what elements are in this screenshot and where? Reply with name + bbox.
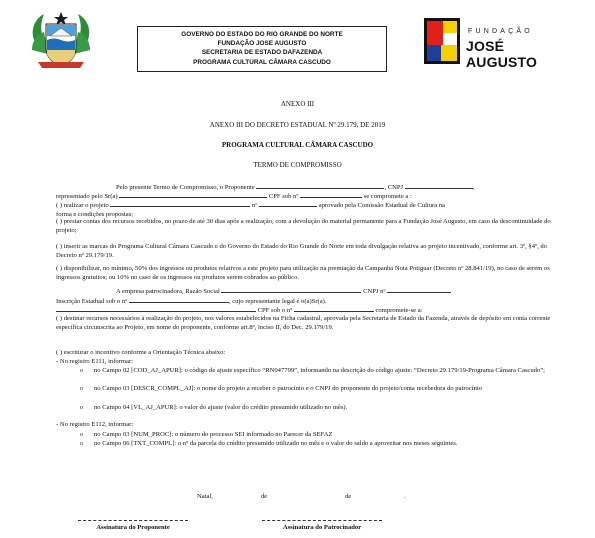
list-item xyxy=(80,385,549,394)
signature-label-patrocinador: Assinatura do Patrocinador xyxy=(282,524,362,531)
header-line-4: PROGRAMA CULTURAL CÂMARA CASCUDO xyxy=(193,58,331,66)
blank-projeto-numero[interactable] xyxy=(259,200,317,207)
text: no Campo 06 [TXT_COMPL]: o nº da parcela do crédito presumido utilizado no mês e o valor do saldo a aproveitar nos meses seguintes. xyxy=(94,440,458,447)
blank-representante-legal[interactable] xyxy=(56,305,256,312)
paragraph-inserir-marcas: ( ) inserir as marcas do Programa Cultural Câmara Cascudo e do Governo do Estado do Rio Grande do Norte em toda divulgação relativa ao projeto incentivado, conforme art. 3º, §4º, do Decreto nº 29.179/19. xyxy=(56,243,547,259)
text: CPF sob o nº xyxy=(257,307,293,314)
text: , xyxy=(472,184,475,191)
title-programa: PROGRAMA CULTURAL CÂMARA CASCUDO xyxy=(221,141,374,149)
text: Inscrição Estadual sob o nº xyxy=(56,298,128,305)
text: no Campo 03 [NUM_PROC]: o número do processo SEI informado no Parecer da SEFAZ xyxy=(94,431,333,438)
paragraph-realizar xyxy=(56,200,552,219)
text: de xyxy=(261,493,268,500)
bullet-icon: o xyxy=(80,441,83,447)
blank-cpf[interactable] xyxy=(300,191,362,198)
bullet-icon: o xyxy=(80,386,83,392)
text: A empresa patrocinadora, Razão Social xyxy=(116,288,220,295)
signature-label-proponente: Assinatura do Proponente xyxy=(96,524,170,531)
header-line-3: SECRETARIA DE ESTADO DAFAZENDA xyxy=(201,49,323,57)
paragraph-prestar-contas: ( ) prestar contas dos recursos recebidos, no prazo de até 30 dias após a realização, com a devolução do material permanente para a Fundação José Augusto, em caso da descontinuidade do projeto; xyxy=(56,218,551,234)
bullet-icon: o xyxy=(80,405,83,411)
list-item xyxy=(80,367,549,376)
text: no Campo 03 [DESCR_COMPL_AJ]: o nome do projeto a receber o patrocínio e o CNPJ do proponente do projeto/conta recebedora do patrocínio xyxy=(94,385,483,392)
registro-e111-heading: - No registro E111, informar: xyxy=(56,358,133,365)
header-line-1: GOVERNO DO ESTADO DO RIO GRANDE DO NORTE xyxy=(181,31,343,38)
paragraph-destinar: ( ) destinar recursos necessários à realização do projeto, nos valores estabelecidos na Ficha cadastral, aprovada pela Secretaria de Estado da Fazenda, através de depósito em conta corrente específica circunscrita ao Projeto, em nome do proponente, conforme art.8º, inciso II, do Dec. 29.179/19. xyxy=(56,315,551,331)
paragraph-escriturar: ( ) escriturar o incentivo conforme a Orientação Técnica abaixo: xyxy=(56,349,226,356)
title-termo: TERMO DE COMPROMISSO xyxy=(253,161,342,169)
title-decreto: ANEXO III DO DECRETO ESTADUAL Nº 29.179, DE 2019 xyxy=(209,121,386,129)
registro-e112-heading: - No registro E112, informar: xyxy=(56,421,134,428)
blank-projeto[interactable] xyxy=(110,200,250,207)
list-item xyxy=(80,431,549,440)
bullet-icon: o xyxy=(80,432,83,438)
blank-razao-social[interactable] xyxy=(221,286,361,293)
text: , cujo representante legal é o(a)Sr(a). xyxy=(228,298,327,305)
text: CNPJ nº xyxy=(363,288,386,295)
text: representado pelo Sr(a) xyxy=(56,193,118,200)
blank-cpf-representante[interactable] xyxy=(294,305,374,312)
text: de xyxy=(345,493,352,500)
text: ( ) realizar o projeto xyxy=(56,202,109,209)
paragraph-cpf-empresa xyxy=(56,305,552,316)
fundacao-logo-mark-icon xyxy=(424,18,460,64)
text: nº xyxy=(252,202,258,209)
text: no Campo 02 [COD_AJ_APUR]: o código de ajuste específico “RN047799”, informando na descrição do código ajuste: “Decreto 29.179/19-Programa Câmara Cascudo”; xyxy=(94,367,546,374)
header-line-2: FUNDAÇÃO JOSE AUGUSTO xyxy=(217,40,307,48)
text: , CNPJ xyxy=(384,184,404,191)
text: Natal, xyxy=(197,493,213,500)
fundacao-logo-big-text: JOSÉ AUGUSTO xyxy=(466,38,538,70)
text: forma e condições propostas; xyxy=(56,210,134,218)
list-item xyxy=(80,440,549,449)
signature-line-patrocinador[interactable] xyxy=(262,520,382,521)
blank-proponente[interactable] xyxy=(256,182,384,189)
text: . xyxy=(404,493,406,500)
text: CPF sob nº xyxy=(268,193,299,200)
fundacao-logo xyxy=(424,16,564,70)
text: no Campo 04 [VL_AJ_APUR]: o valor do ajuste (valor do crédito presumido utilizado no mês). xyxy=(94,404,348,411)
text: aprovado pela Comissão Estadual de Cultura na xyxy=(318,202,446,209)
blank-cnpj[interactable] xyxy=(405,182,473,189)
paragraph-empresa xyxy=(56,286,552,297)
text: compromete-se a: xyxy=(375,307,423,314)
text: Pelo presente Termo de Compromisso, o Proponente xyxy=(116,184,255,191)
state-coat-of-arms xyxy=(26,10,96,72)
paragraph-disponibilizar: ( ) disponibilizar, no mínimo, 50% dos ingressos ou produtos relativos a este projeto para utilização na premiação da Campanha Nota Potiguar (Decreto nº 28.841/19), no caso de serem os ingressos gratuitos; ou 10% no caso de os ingressos ou produtos serem cobrados ao público. xyxy=(56,265,550,281)
fundacao-logo-small-text: FUNDAÇÃO xyxy=(468,28,533,35)
blank-representante[interactable] xyxy=(119,191,267,198)
blank-inscricao[interactable] xyxy=(129,296,229,303)
text: se compromete a : xyxy=(363,193,412,200)
list-item xyxy=(80,404,549,413)
signature-line-proponente[interactable] xyxy=(78,520,188,521)
bullet-icon: o xyxy=(80,368,83,374)
header-box xyxy=(137,26,387,72)
blank-cnpj-empresa[interactable] xyxy=(387,286,451,293)
title-anexo: ANEXO III xyxy=(280,100,315,108)
